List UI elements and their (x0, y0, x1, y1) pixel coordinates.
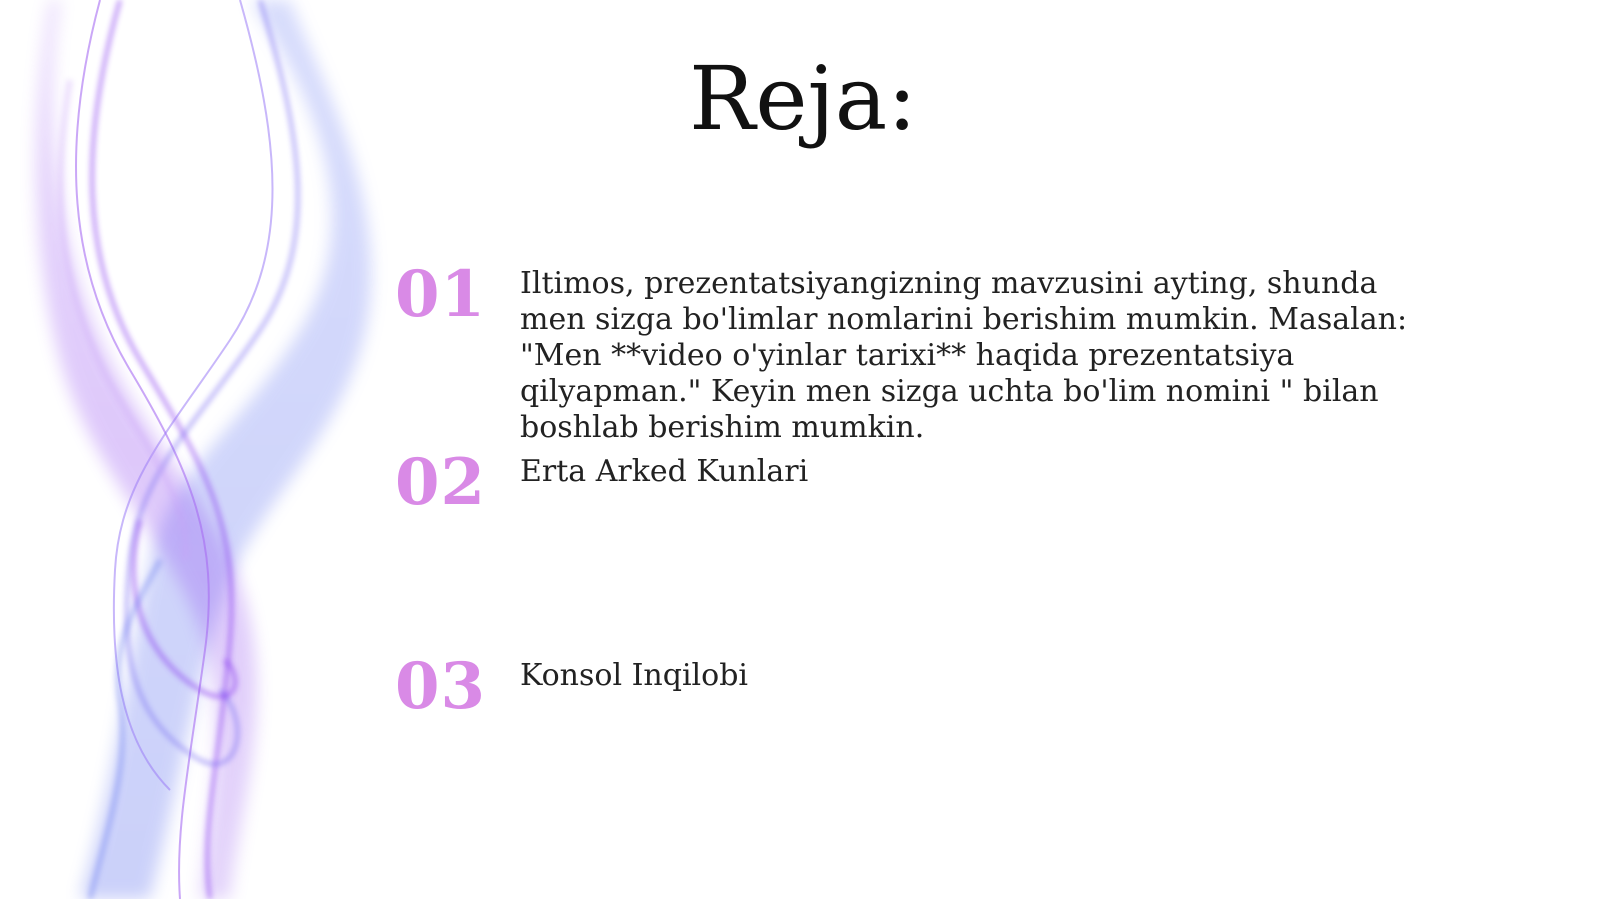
agenda-item-number: 01 (395, 257, 487, 332)
agenda-item-2 (395, 445, 1435, 528)
agenda-item-text: Konsol Inqilobi (520, 658, 749, 693)
slide-title (0, 44, 1600, 154)
agenda-item-1 (395, 257, 1435, 445)
agenda-item-number: 03 (395, 649, 487, 724)
agenda-item-text: Iltimos, prezentatsiyangizning mavzusini ayting, shunda men sizga bo'limlar nomlarini berishim mumkin. Masalan: "Men **video o'yinlar tarixi** haqida prezentatsiya qilyapman." Keyin men sizga uchta bo'lim nomini " bilan boshlab berishim mumkin. (520, 266, 1408, 445)
slide-title-text: Reja: (689, 47, 917, 150)
agenda-item-text: Erta Arked Kunlari (520, 454, 809, 489)
agenda-item-3 (395, 649, 1435, 732)
agenda-item-number: 02 (395, 445, 487, 520)
